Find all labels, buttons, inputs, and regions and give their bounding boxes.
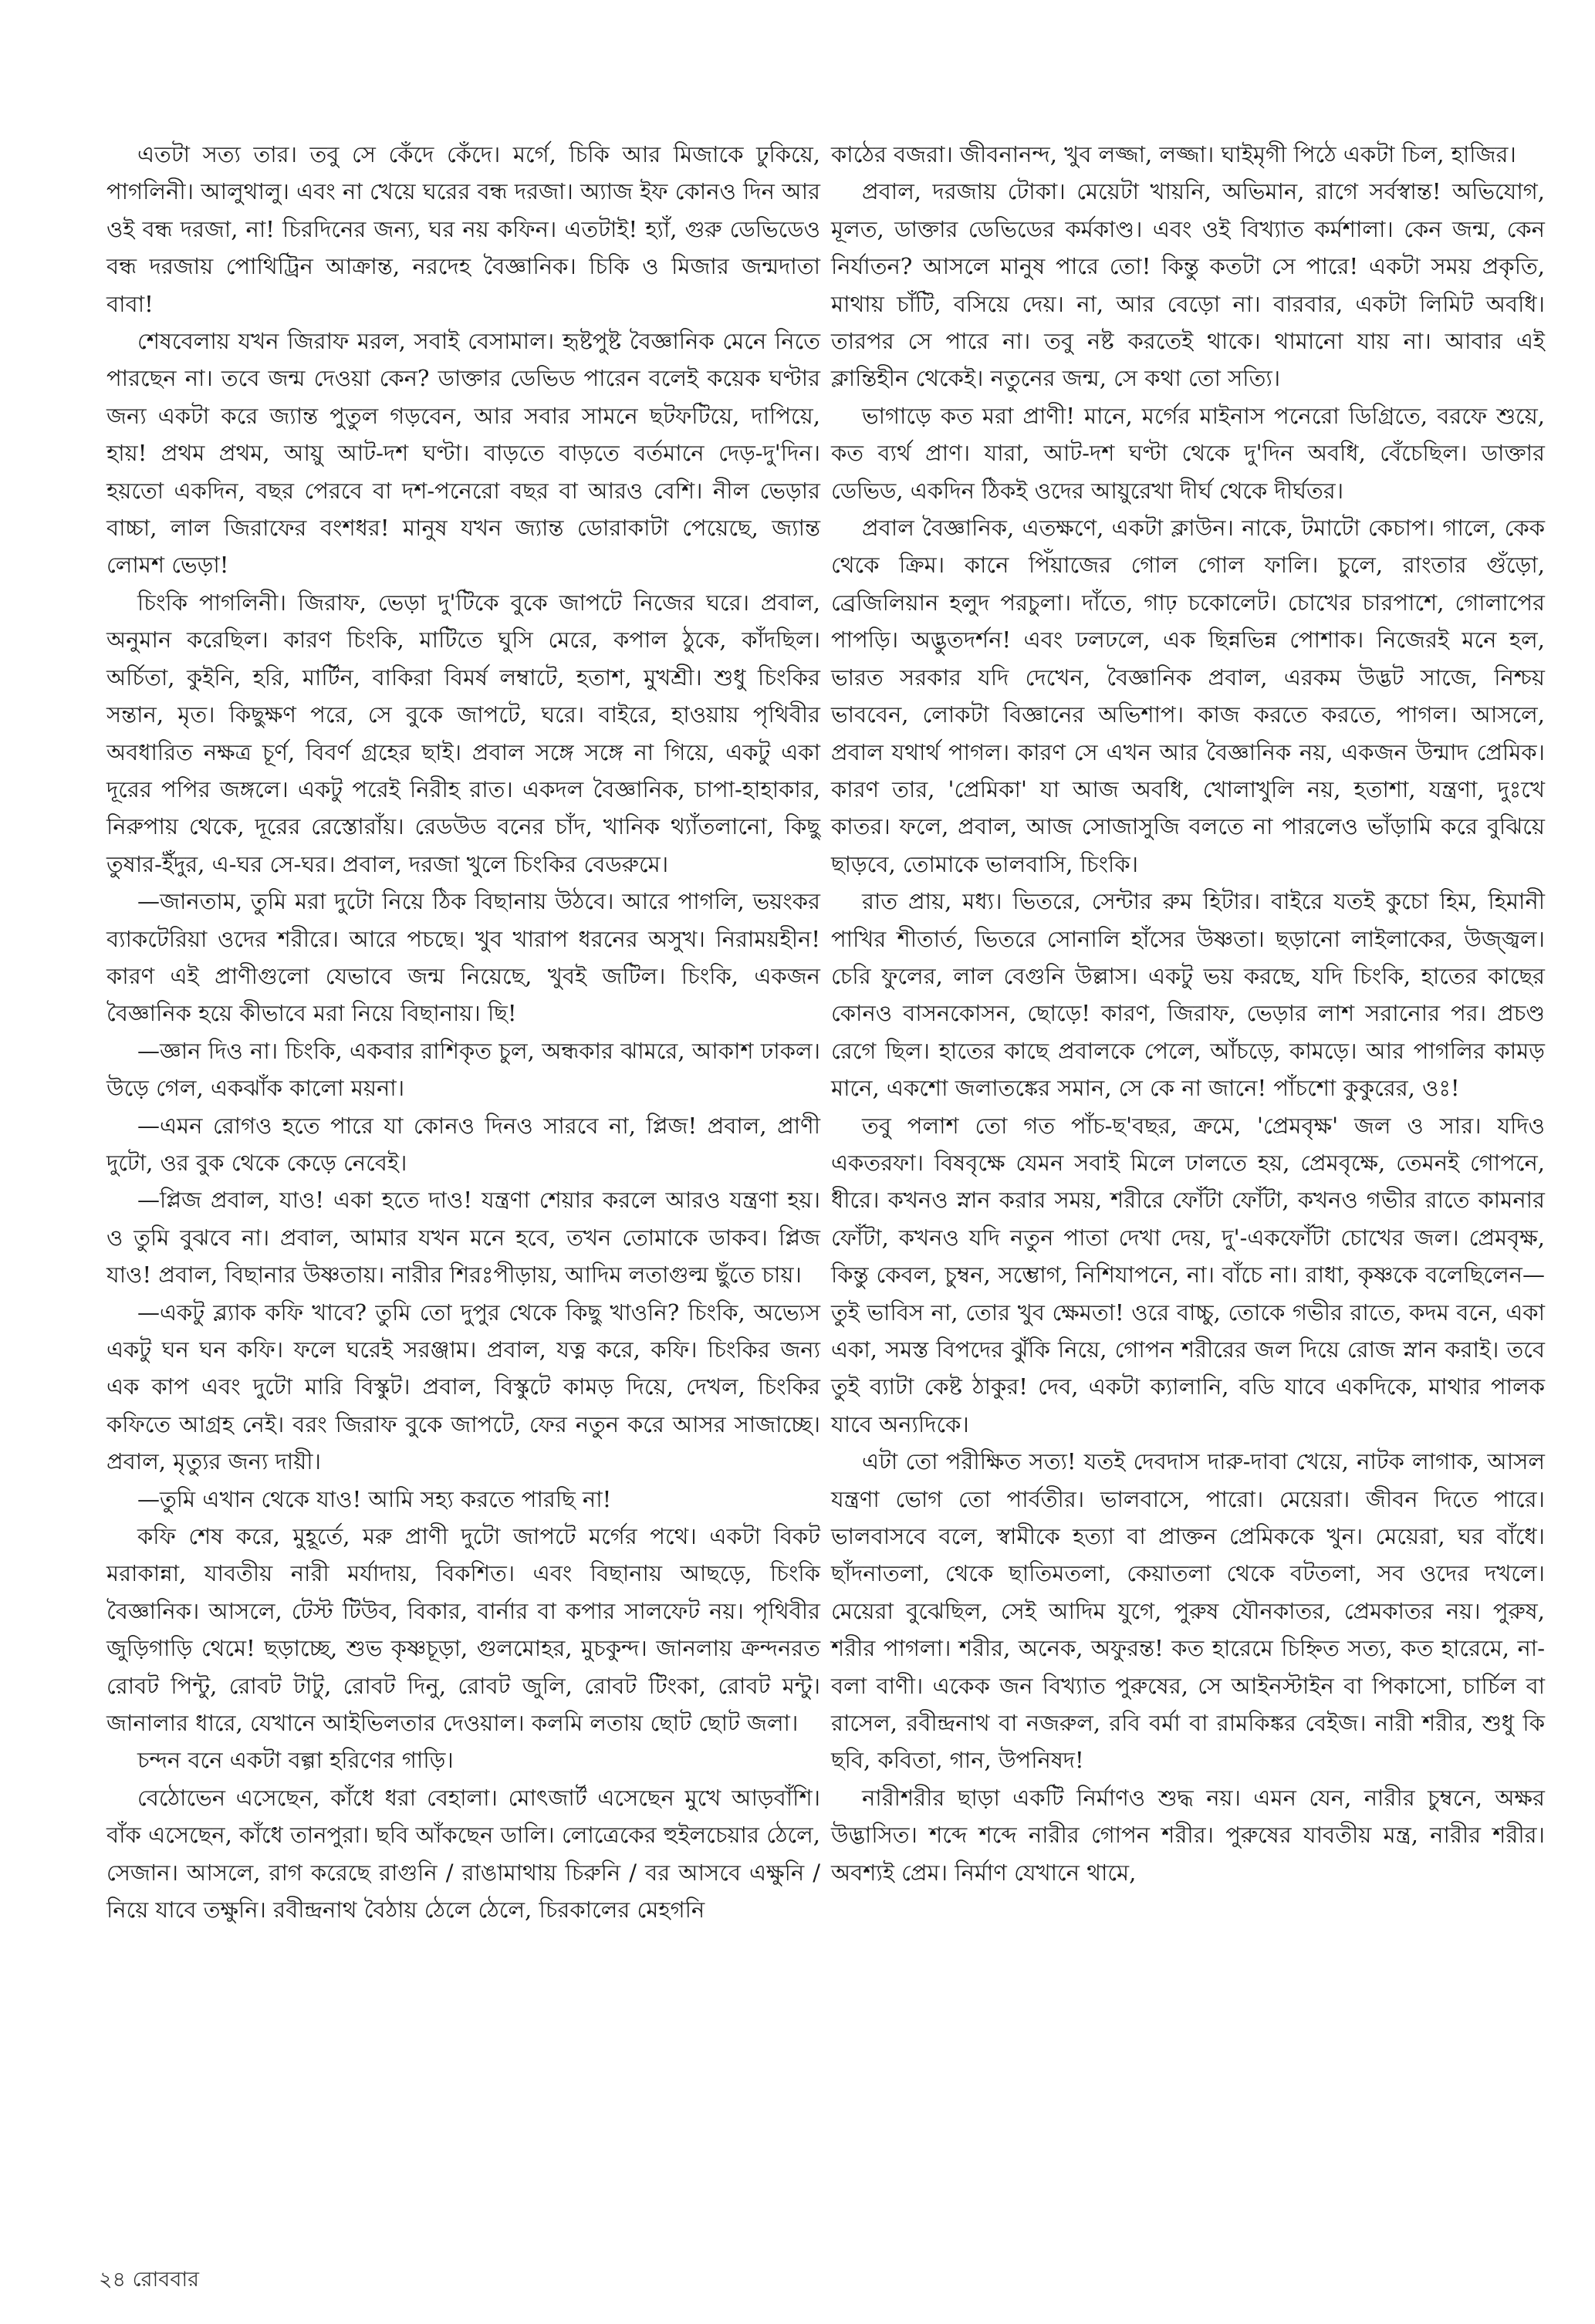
- paragraph: কফি শেষ করে, মুহূর্তে, মরু প্রাণী দুটো জাপটে মর্গের পথে। একটা বিকট মরাকান্না, যাবতীয় নারী মর্যাদায়, বিকশিত। এবং বিছানায় আছড়ে, চিংকি বৈজ্ঞানিক। আসলে, টেস্ট টিউব, বিকার, বার্নার বা কপার সালফেট নয়। পৃথিবীর জুড়িগাড়ি থেমে! ছড়াচ্ছে, শুভ কৃষ্ণচূড়া, গুলমোহর, মুচকুন্দ। জানলায় ক্রন্দনরত রোবট পিন্টু, রোবট টাটু, রোবট দিনু, রোবট জুলি, রোবট টিংকা, রোবট মন্টু। জানালার ধারে, যেখানে আইভিলতার দেওয়াল। কলমি লতায় ছোট ছোট জলা।: [106, 1523, 820, 1737]
- page-footer: ২৪ রোববার: [99, 2268, 200, 2292]
- paragraph: চন্দন বনে একটা বল্গা হরিণের গাড়ি।: [137, 1747, 454, 1774]
- paragraph: রাত প্রায়, মধ্য। ভিতরে, সেন্টার রুম হিটার। বাইরে যতই কুচো হিম, হিমানী পাখির শীতার্ত, ভিতরে সোনালি হাঁসের উষ্ণতা। ছড়ানো লাইলাকের, উজ্জ্বল। চেরি ফুলের, লাল বেগুনি উল্লাস। একটু ভয় করছে, যদি চিংকি, হাতের কাছের কোনও বাসনকোসন, ছোড়ে! কারণ, জিরাফ, ভেড়ার লাশ সরানোর পর। প্রচণ্ড রেগে ছিল। হাতের কাছে প্রবালকে পেলে, আঁচড়ে, কামড়ে। আর পাগলির কামড় মানে, একশো জলাতঙ্কের সমান, সে কে না জানে! পাঁচশো কুকুরের, ওঃ!: [831, 888, 1545, 1102]
- paragraph: —জানতাম, তুমি মরা দুটো নিয়ে ঠিক বিছানায় উঠবে। আরে পাগলি, ভয়ংকর ব্যাকটেরিয়া ওদের শরীরে। আরে পচছে। খুব খারাপ ধরনের অসুখ। নিরাময়হীন! কারণ এই প্রাণীগুলো যেভাবে জন্ম নিয়েছে, খুবই জটিল। চিংকি, একজন বৈজ্ঞানিক হয়ে কীভাবে মরা নিয়ে বিছানায়। ছি!: [106, 888, 820, 1027]
- paragraph: তবু পলাশ তো গত পাঁচ-ছ'বছর, ক্রমে, 'প্রেমবৃক্ষ' জল ও সার। যদিও একতরফা। বিষবৃক্ষে যেমন সবাই মিলে ঢালতে হয়, প্রেমবৃক্ষে, তেমনই গোপনে, ধীরে। কখনও স্নান করার সময়, শরীরে ফোঁটা ফোঁটা, কখনও গভীর রাতে কামনার ফোঁটা, কখনও যদি নতুন পাতা দেখা দেয়, দু'-একফোঁটা চোখের জল। প্রেমবৃক্ষ, কিন্তু কেবল, চুম্বন, সম্ভোগ, নিশিযাপনে, না। বাঁচে না। রাধা, কৃষ্ণকে বলেছিলেন— তুই ভাবিস না, তোর খুব ক্ষেমতা! ওরে বাচ্চু, তোকে গভীর রাতে, কদম বনে, একা একা, সমস্ত বিপদের ঝুঁকি নিয়ে, গোপন শরীরের জল দিয়ে রোজ স্নান করাই। তবে তুই ব্যাটা কেষ্ট ঠাকুর! দেব, একটা ক্যালানি, বডি যাবে একদিকে, মাথার পালক যাবে অন্যদিকে।: [831, 1112, 1545, 1437]
- paragraph: এতটা সত্য তার। তবু সে কেঁদে কেঁদে। মর্গে, চিকি আর মিজাকে ঢুকিয়ে, পাগলিনী। আলুথালু। এবং না খেয়ে ঘরের বন্ধ দরজা। অ্যাজ ইফ কোনও দিন আর ওই বন্ধ দরজা, না! চিরদিনের জন্য, ঘর নয় কফিন। এতটাই! হ্যাঁ, গুরু ডেভিডেও বন্ধ দরজায় পোথিট্রিন আক্রান্ত, নরদেহ বৈজ্ঞানিক। চিকি ও মিজার জন্মদাতা বাবা!: [106, 141, 820, 317]
- article-column-right: [831, 136, 1545, 1891]
- paragraph: প্রবাল, দরজায় টোকা। মেয়েটা খায়নি, অভিমান, রাগে সর্বস্বান্ত! অভিযোগ, মূলত, ডাক্তার ডেভিডের কর্মকাণ্ড। এবং ওই বিখ্যাত কর্মশালা। কেন জন্ম, কেন নির্যাতন? আসলে মানুষ পারে তো! কিন্তু কতটা সে পারে! একটা সময় প্রকৃতি, মাথায় চাঁটি, বসিয়ে দেয়। না, আর বেড়ো না। বারবার, একটা লিমিট অবধি। তারপর সে পারে না। তবু নষ্ট করতেই থাকে। থামানো যায় না। আবার এই ক্লান্তিহীন থেকেই। নতুনের জন্ম, সে কথা তো সত্যি।: [831, 178, 1545, 392]
- paragraph: চিংকি পাগলিনী। জিরাফ, ভেড়া দু'টিকে বুকে জাপটে নিজের ঘরে। প্রবাল, অনুমান করেছিল। কারণ চিংকি, মাটিতে ঘুসি মেরে, কপাল ঠুকে, কাঁদছিল। অর্চিতা, কুইনি, হরি, মার্টিন, বাকিরা বিমর্ষ লম্বাটে, হতাশ, মুখশ্রী। শুধু চিংকির সন্তান, মৃত। কিছুক্ষণ পরে, সে বুকে জাপটে, ঘরে। বাইরে, হাওয়ায় পৃথিবীর অবধারিত নক্ষত্র চূর্ণ, বিবর্ণ গ্রহের ছাই। প্রবাল সঙ্গে সঙ্গে না গিয়ে, একটু একা দূরের পপির জঙ্গলে। একটু পরেই নিরীহ রাত। একদল বৈজ্ঞানিক, চাপা-হাহাকার, নিরুপায় থেকে, দূরের রেস্তোরাঁয়। রেডউড বনের চাঁদ, খানিক থ্যাঁতলানো, কিছু তুষার-ইঁদুর, এ-ঘর সে-ঘর। প্রবাল, দরজা খুলে চিংকির বেডরুমে।: [106, 589, 820, 877]
- paragraph: —একটু ব্ল্যাক কফি খাবে? তুমি তো দুপুর থেকে কিছু খাওনি? চিংকি, অভ্যেস একটু ঘন ঘন কফি। ফলে ঘরেই সরঞ্জাম। প্রবাল, যত্ন করে, কফি। চিংকির জন্য এক কাপ এবং দুটো মারি বিস্কুট। প্রবাল, বিস্কুটে কামড় দিয়ে, দেখল, চিংকির কফিতে আগ্রহ নেই। বরং জিরাফ বুকে জাপটে, ফের নতুন করে আসর সাজাচ্ছে। প্রবাল, মৃত্যুর জন্য দায়ী।: [106, 1299, 820, 1475]
- paragraph: —এমন রোগও হতে পারে যা কোনও দিনও সারবে না, প্লিজ! প্রবাল, প্রাণী দুটো, ওর বুক থেকে কেড়ে নেবেই।: [106, 1112, 820, 1176]
- paragraph: —জ্ঞান দিও না। চিংকি, একবার রাশিকৃত চুল, অন্ধকার ঝামরে, আকাশ ঢাকল। উড়ে গেল, একঝাঁক কালো ময়না।: [106, 1037, 820, 1102]
- paragraph: —প্লিজ প্রবাল, যাও! একা হতে দাও! যন্ত্রণা শেয়ার করলে আরও যন্ত্রণা হয়। ও তুমি বুঝবে না। প্রবাল, আমার যখন মনে হবে, তখন তোমাকে ডাকব। প্লিজ যাও! প্রবাল, বিছানার উষ্ণতায়। নারীর শিরঃপীড়ায়, আদিম লতাগুল্ম ছুঁতে চায়।: [106, 1187, 820, 1289]
- paragraph: ভাগাড়ে কত মরা প্রাণী! মানে, মর্গের মাইনাস পনেরো ডিগ্রিতে, বরফে শুয়ে, কত ব্যর্থ প্রাণ। যারা, আট-দশ ঘণ্টা থেকে দু'দিন অবধি, বেঁচেছিল। ডাক্তার ডেভিড, একদিন ঠিকই ওদের আয়ুরেখা দীর্ঘ থেকে দীর্ঘতর।: [831, 402, 1545, 504]
- paragraph: —তুমি এখান থেকে যাও! আমি সহ্য করতে পারছি না!: [137, 1485, 612, 1512]
- paragraph: এটা তো পরীক্ষিত সত্য! যতই দেবদাস দারু-দাবা খেয়ে, নাটক লাগাক, আসল যন্ত্রণা ভোগ তো পার্বতীর। ভালবাসে, পারো। মেয়েরা। জীবন দিতে পারে। ভালবাসবে বলে, স্বামীকে হত্যা বা প্রাক্তন প্রেমিককে খুন। মেয়েরা, ঘর বাঁধে। ছাঁদনাতলা, থেকে ছাতিমতলা, কেয়াতলা থেকে বটতলা, সব ওদের দখলে। মেয়েরা বুঝেছিল, সেই আদিম যুগে, পুরুষ যৌনকাতর, প্রেমকাতর নয়। পুরুষ, শরীর পাগলা। শরীর, অনেক, অফুরন্ত! কত হারেমে চিহ্নিত সত্য, কত হারেমে, না-বলা বাণী। একেক জন বিখ্যাত পুরুষের, সে আইনস্টাইন বা পিকাসো, চার্চিল বা রাসেল, রবীন্দ্রনাথ বা নজরুল, রবি বর্মা বা রামকিঙ্কর বেইজ। নারী শরীর, শুধু কি ছবি, কবিতা, গান, উপনিষদ!: [831, 1448, 1545, 1774]
- paragraph: শেষবেলায় যখন জিরাফ মরল, সবাই বেসামাল। হৃষ্টপুষ্ট বৈজ্ঞানিক মেনে নিতে পারছেন না। তবে জন্ম দেওয়া কেন? ডাক্তার ডেভিড পারেন বলেই কয়েক ঘণ্টার জন্য একটা করে জ্যান্ত পুতুল গড়বেন, আর সবার সামনে ছটফটিয়ে, দাপিয়ে, হায়! প্রথম প্রথম, আয়ু আট-দশ ঘণ্টা। বাড়তে বাড়তে বর্তমানে দেড়-দু'দিন। হয়তো একদিন, বছর পেরবে বা দশ-পনেরো বছর বা আরও বেশি। নীল ভেড়ার বাচ্চা, লাল জিরাফের বংশধর! মানুষ যখন জ্যান্ত ডোরাকাটা পেয়েছে, জ্যান্ত লোমশ ভেড়া!: [106, 328, 820, 579]
- paragraph: প্রবাল বৈজ্ঞানিক, এতক্ষণে, একটা ক্লাউন। নাকে, টমাটো কেচাপ। গালে, কেক থেকে ক্রিম। কানে পিঁয়াজের গোল গোল ফালি। চুলে, রাংতার গুঁড়ো, ব্রেজিলিয়ান হলুদ পরচুলা। দাঁতে, গাঢ় চকোলেট। চোখের চারপাশে, গোলাপের পাপড়ি। অদ্ভুতদর্শন! এবং ঢলঢলে, এক ছিন্নভিন্ন পোশাক। নিজেরই মনে হল, ভারত সরকার যদি দেখেন, বৈজ্ঞানিক প্রবাল, এরকম উদ্ভট সাজে, নিশ্চয় ভাববেন, লোকটা বিজ্ঞানের অভিশাপ। কাজ করতে করতে, পাগল। আসলে, প্রবাল যথার্থ পাগল। কারণ সে এখন আর বৈজ্ঞানিক নয়, একজন উন্মাদ প্রেমিক। কারণ তার, 'প্রেমিকা' যা আজ অবধি, খোলাখুলি নয়, হতাশা, যন্ত্রণা, দুঃখে কাতর। ফলে, প্রবাল, আজ সোজাসুজি বলতে না পারলেও ভাঁড়ামি করে বুঝিয়ে ছাড়বে, তোমাকে ভালবাসি, চিংকি।: [831, 515, 1545, 877]
- article-column-left: [106, 136, 820, 1929]
- paragraph: কাঠের বজরা। জীবনানন্দ, খুব লজ্জা, লজ্জা। ঘাইমৃগী পিঠে একটা চিল, হাজির।: [831, 141, 1516, 167]
- paragraph: নারীশরীর ছাড়া একটি নির্মাণও শুদ্ধ নয়। এমন যেন, নারীর চুম্বনে, অক্ষর উদ্ভাসিত। শব্দে শব্দে নারীর গোপন শরীর। পুরুষের যাবতীয় মন্ত্র, নারীর শরীর। অবশ্যই প্রেম। নির্মাণ যেখানে থামে,: [831, 1784, 1545, 1886]
- paragraph: বেঠোভেন এসেছেন, কাঁধে ধরা বেহালা। মোৎজার্ট এসেছেন মুখে আড়বাঁশি। বাঁক এসেছেন, কাঁধে তানপুরা। ছবি আঁকছেন ডালি। লোত্রেকের হুইলচেয়ার ঠেলে, সেজান। আসলে, রাগ করেছে রাগুনি / রাঙামাথায় চিরুনি / বর আসবে এক্ষুনি / নিয়ে যাবে তক্ষুনি। রবীন্দ্রনাথ বৈঠায় ঠেলে ঠেলে, চিরকালের মেহগনি: [106, 1784, 820, 1924]
